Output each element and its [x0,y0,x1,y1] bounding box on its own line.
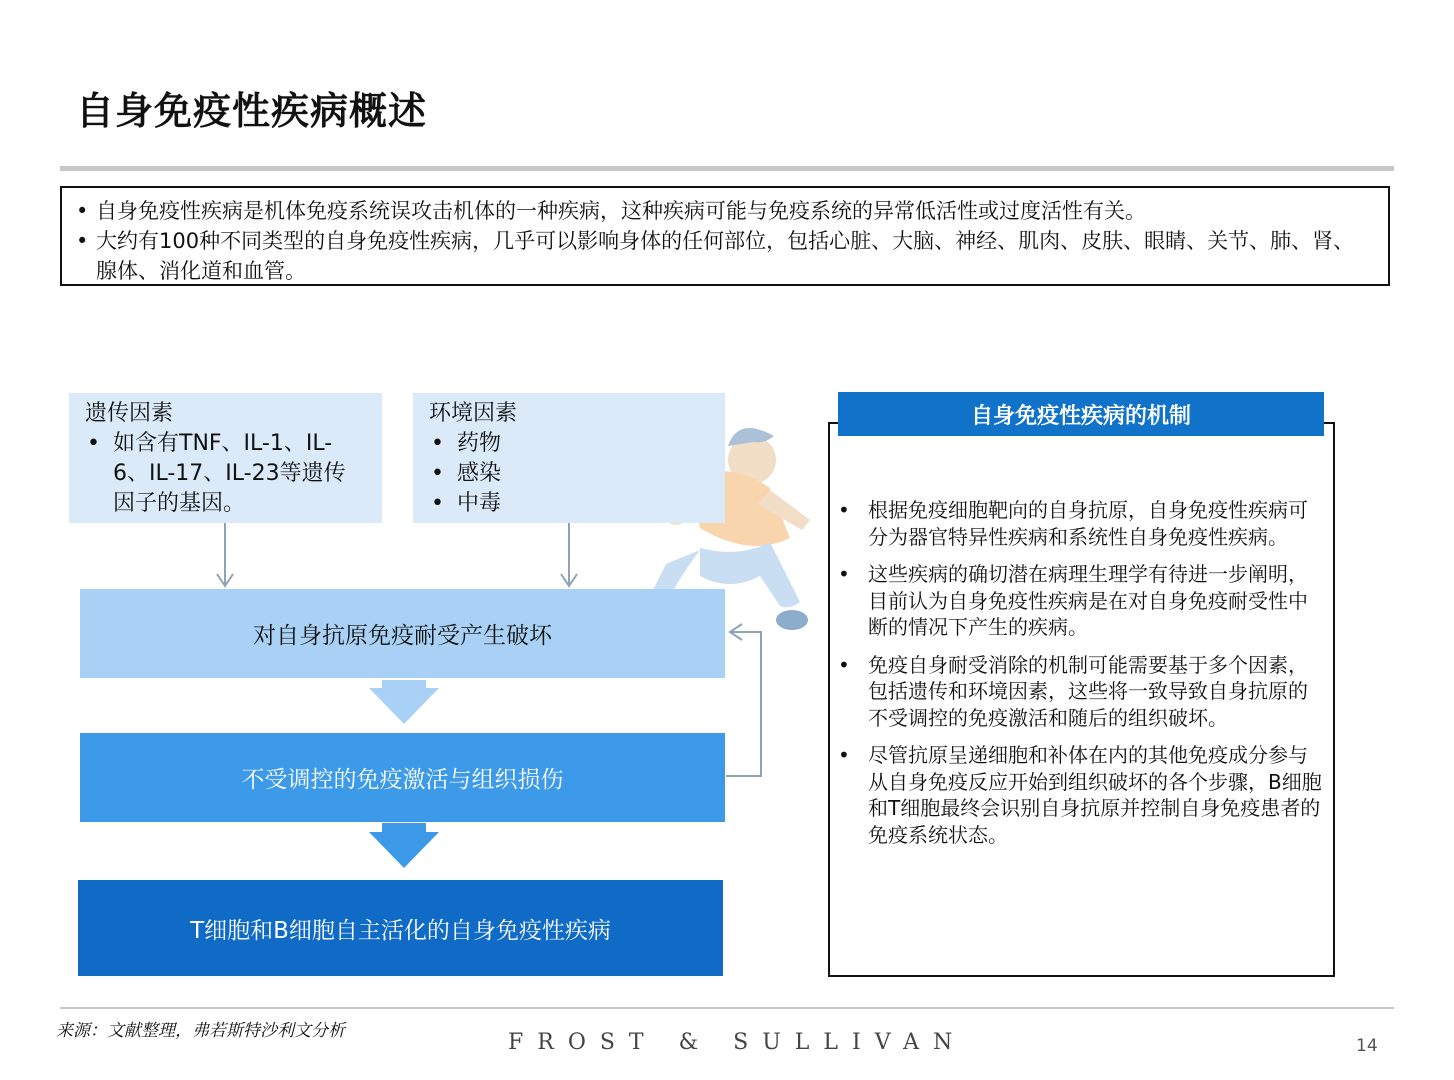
stage-immune-activation: 不受调控的免疫激活与组织损伤 [80,733,725,822]
feedback-loop-arrow [726,624,761,776]
source-note: 来源：文献整理，弗若斯特沙利文分析 [56,1021,345,1041]
environmental-factors-heading: 环境因素 [429,401,518,426]
down-chevron-arrow-1 [369,680,439,724]
genetic-factor-item: • 如含有TNF、IL-1、IL-6、IL-17、IL-23等遗传因子的基因。 [85,429,366,519]
bullet-icon: • [76,199,89,223]
page-number: 14 [1356,1036,1378,1056]
mechanism-list [834,497,1324,859]
bullet-icon: • [838,562,850,586]
bullet-icon: • [431,461,444,486]
bullet-icon: • [838,498,850,522]
mechanism-heading: 自身免疫性疾病的机制 [838,392,1324,436]
mechanism-item: • 根据免疫细胞靶向的自身抗原，自身免疫性疾病可分为器官特异性疾病和系统性自身免疫性疾病。 [834,497,1324,550]
intro-bullet: • 大约有100种不同类型的自身免疫性疾病，几乎可以影响身体的任何部位，包括心脏、大脑、神经、肌肉、皮肤、眼睛、关节、肺、肾、腺体、消化道和血管。 [76,226,1374,286]
environmental-factor-item: • 药物 [429,429,709,459]
bullet-icon: • [838,743,850,767]
environment-down-arrow [561,523,577,586]
genetic-down-arrow [217,523,233,586]
bullet-icon: • [431,431,444,456]
stage-tolerance-breakdown: 对自身抗原免疫耐受产生破坏 [80,589,725,678]
bullet-icon: • [87,431,100,456]
bullet-icon: • [431,491,444,516]
stage-autoimmune-disease: T细胞和B细胞自主活化的自身免疫性疾病 [78,880,723,976]
bullet-icon: • [76,229,89,253]
bullet-icon: • [838,652,850,677]
genetic-factors-heading: 遗传因素 [85,401,174,426]
page-title: 自身免疫性疾病概述 [76,89,428,133]
environmental-factor-item: • 感染 [429,459,709,489]
down-chevron-arrow-2 [369,823,439,868]
frost-sullivan-logo: FROST & SULLIVAN [508,1030,967,1055]
mechanism-item: • 这些疾病的确切潜在病理生理学有待进一步阐明，目前认为自身免疫性疾病是在对自身免疫耐受性中断的情况下产生的疾病。 [834,561,1324,641]
mechanism-item: • 免疫自身耐受消除的机制可能需要基于多个因素，包括遗传和环境因素，这些将一致导致自身抗原的不受调控的免疫激活和随后的组织破坏。 [834,652,1324,732]
mechanism-item: • 尽管抗原呈递细胞和补体在内的其他免疫成分参与从自身免疫反应开始到组织破坏的各个步骤，B细胞和T细胞最终会识别自身抗原并控制自身免疫患者的免疫系统状态。 [834,742,1324,848]
intro-bullet: • 自身免疫性疾病是机体免疫系统误攻击机体的一种疾病，这种疾病可能与免疫系统的异常低活性或过度活性有关。 [76,196,1374,226]
environmental-factor-item: • 中毒 [429,489,709,519]
footer-divider [60,1007,1394,1009]
